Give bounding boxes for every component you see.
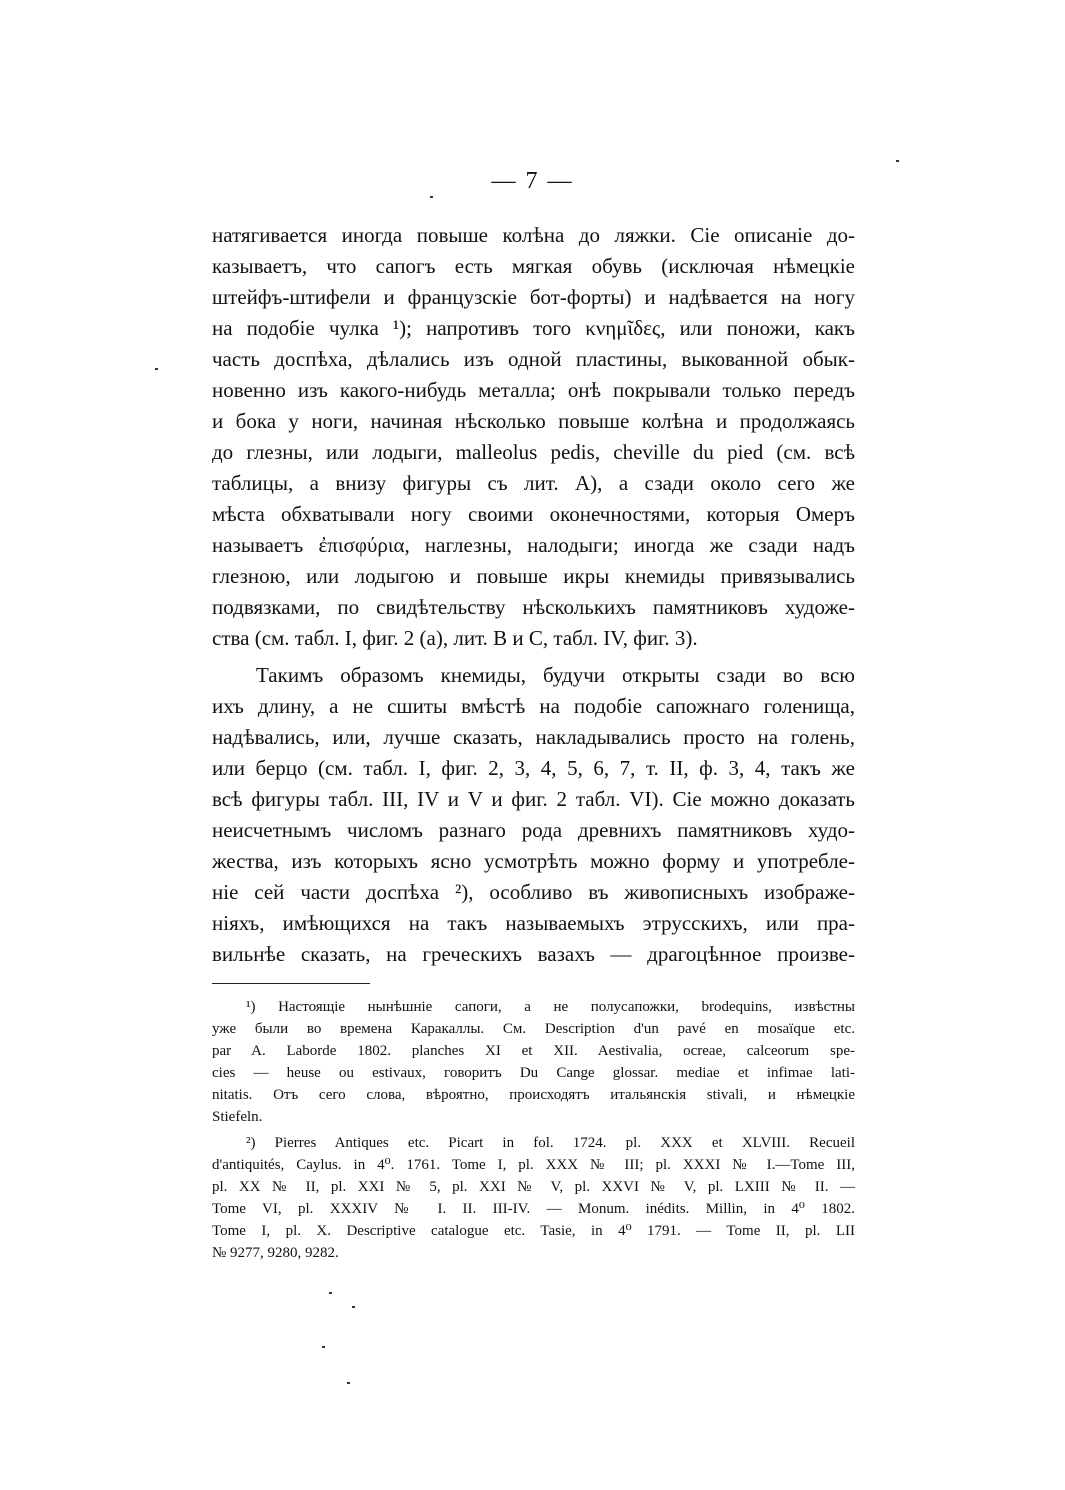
- print-speck: [430, 196, 433, 198]
- footnotes: [212, 996, 855, 1264]
- print-speck: [352, 1306, 355, 1308]
- footnote-line: Tome VI, pl. XXXIV № I. II. III-IV. — Monum. inédits. Millin, in 4⁰ 1802.: [212, 1201, 855, 1217]
- text-line: мѣста обхватывали ногу своими оконечностями, которыя Омеръ: [212, 502, 855, 526]
- footnote-line: Tome I, pl. X. Descriptive catalogue etc. Tasie, in 4⁰ 1791. — Tome II, pl. LII: [212, 1223, 855, 1239]
- text-line: ихъ длину, а не сшиты вмѣстѣ на подобіе сапожнаго голенища,: [212, 694, 855, 718]
- footnote-line: pl. XX № II, pl. XXI № 5, pl. XXI № V, pl. XXVI № V, pl. LXIII № II. —: [212, 1179, 855, 1195]
- footnote-line: ¹) Настоящіе нынѣшніе сапоги, а не полусапожки, brodequins, извѣстны: [246, 999, 855, 1015]
- footnote-line: Stiefeln.: [212, 1109, 263, 1125]
- text-line: всѣ фигуры табл. III, IV и V и фиг. 2 табл. VI). Сіе можно доказать: [212, 787, 855, 811]
- text-line: казываетъ, что сапогъ есть мягкая обувь (исключая нѣмецкіе: [212, 254, 855, 278]
- print-speck: [347, 1382, 350, 1384]
- print-speck: [155, 368, 158, 370]
- text-line: на подобіе чулка ¹); напротивъ того κνημῖδες, или поножи, какъ: [212, 316, 855, 340]
- text-line: ства (см. табл. I, фиг. 2 (а), лит. В и С, табл. IV, фиг. 3).: [212, 626, 698, 650]
- text-line: и бока у ноги, начиная нѣсколько повыше колѣна и продолжаясь: [212, 409, 855, 433]
- body-text: [212, 220, 855, 970]
- text-line: ніе сей части доспѣха ²), особливо въ живописныхъ изображе-: [212, 880, 855, 904]
- text-line: ніяхъ, имѣющихся на такъ называемыхъ этрусскихъ, или пра-: [212, 911, 855, 935]
- text-line: или берцо (см. табл. I, фиг. 2, 3, 4, 5, 6, 7, т. II, ф. 3, 4, такъ же: [212, 756, 855, 780]
- footnote-line: ²) Pierres Antiques etc. Picart in fol. 1724. pl. XXX et XLVIII. Recueil: [246, 1135, 855, 1151]
- text-line: глезною, или лодыгою и повыше икры кнемиды привязывались: [212, 564, 855, 588]
- text-line: штейфъ-штифели и французскіе бот-форты) и надѣвается на ногу: [212, 285, 855, 309]
- footnote-line: № 9277, 9280, 9282.: [212, 1245, 339, 1261]
- text-line: часть доспѣха, дѣлались изъ одной пластины, выкованной обык-: [212, 347, 855, 371]
- text-line: натягивается иногда повыше колѣна до ляжки. Сіе описаніе до-: [212, 223, 855, 247]
- print-speck: [896, 160, 899, 162]
- print-speck: [322, 1346, 325, 1348]
- text-line: таблицы, а внизу фигуры съ лит. А), а сзади около сего же: [212, 471, 855, 495]
- text-line: вильнѣе сказать, на греческихъ вазахъ — драгоцѣнное произве-: [212, 942, 855, 966]
- text-line: новенно изъ какого-нибудь металла; онѣ покрывали только передъ: [212, 378, 855, 402]
- text-line: называетъ ἐπισφύρια, наглезны, налодыги; иногда же сзади надъ: [212, 533, 855, 557]
- footnote-line: уже были во времена Каракаллы. См. Description d'un pavé en mosaïque etc.: [212, 1021, 855, 1037]
- footnote-line: nitatis. Отъ сего слова, вѣроятно, происходятъ итальянскія stivali, и нѣмецкіе: [212, 1087, 855, 1103]
- text-line: подвязками, по свидѣтельству нѣсколькихъ памятниковъ художе-: [212, 595, 855, 619]
- print-speck: [329, 1292, 332, 1294]
- footnote-separator: [212, 983, 370, 984]
- paragraph-first-line: Такимъ образомъ кнемиды, будучи открыты сзади во всю: [256, 663, 855, 687]
- text-line: надѣвались, или, лучше сказать, накладывались просто на голень,: [212, 725, 855, 749]
- page-number: — 7 —: [491, 168, 574, 194]
- text-line: до глезны, или лодыги, malleolus pedis, cheville du pied (см. всѣ: [212, 440, 855, 464]
- text-line: неисчетнымъ числомъ разнаго рода древнихъ памятниковъ худо-: [212, 818, 855, 842]
- text-line: жества, изъ которыхъ ясно усмотрѣть можно форму и употребле-: [212, 849, 855, 873]
- footnote-line: d'antiquités, Caylus. in 4⁰. 1761. Tome I, pl. XXX № III; pl. XXXI № I.—Tome III,: [212, 1157, 855, 1173]
- footnote-line: par A. Laborde 1802. planches XI et XII. Aestivalia, ocreae, calceorum spe-: [212, 1043, 855, 1059]
- footnote-line: cies — heuse ou estivaux, говоритъ Du Cange glossar. mediae et infimae lati-: [212, 1065, 855, 1081]
